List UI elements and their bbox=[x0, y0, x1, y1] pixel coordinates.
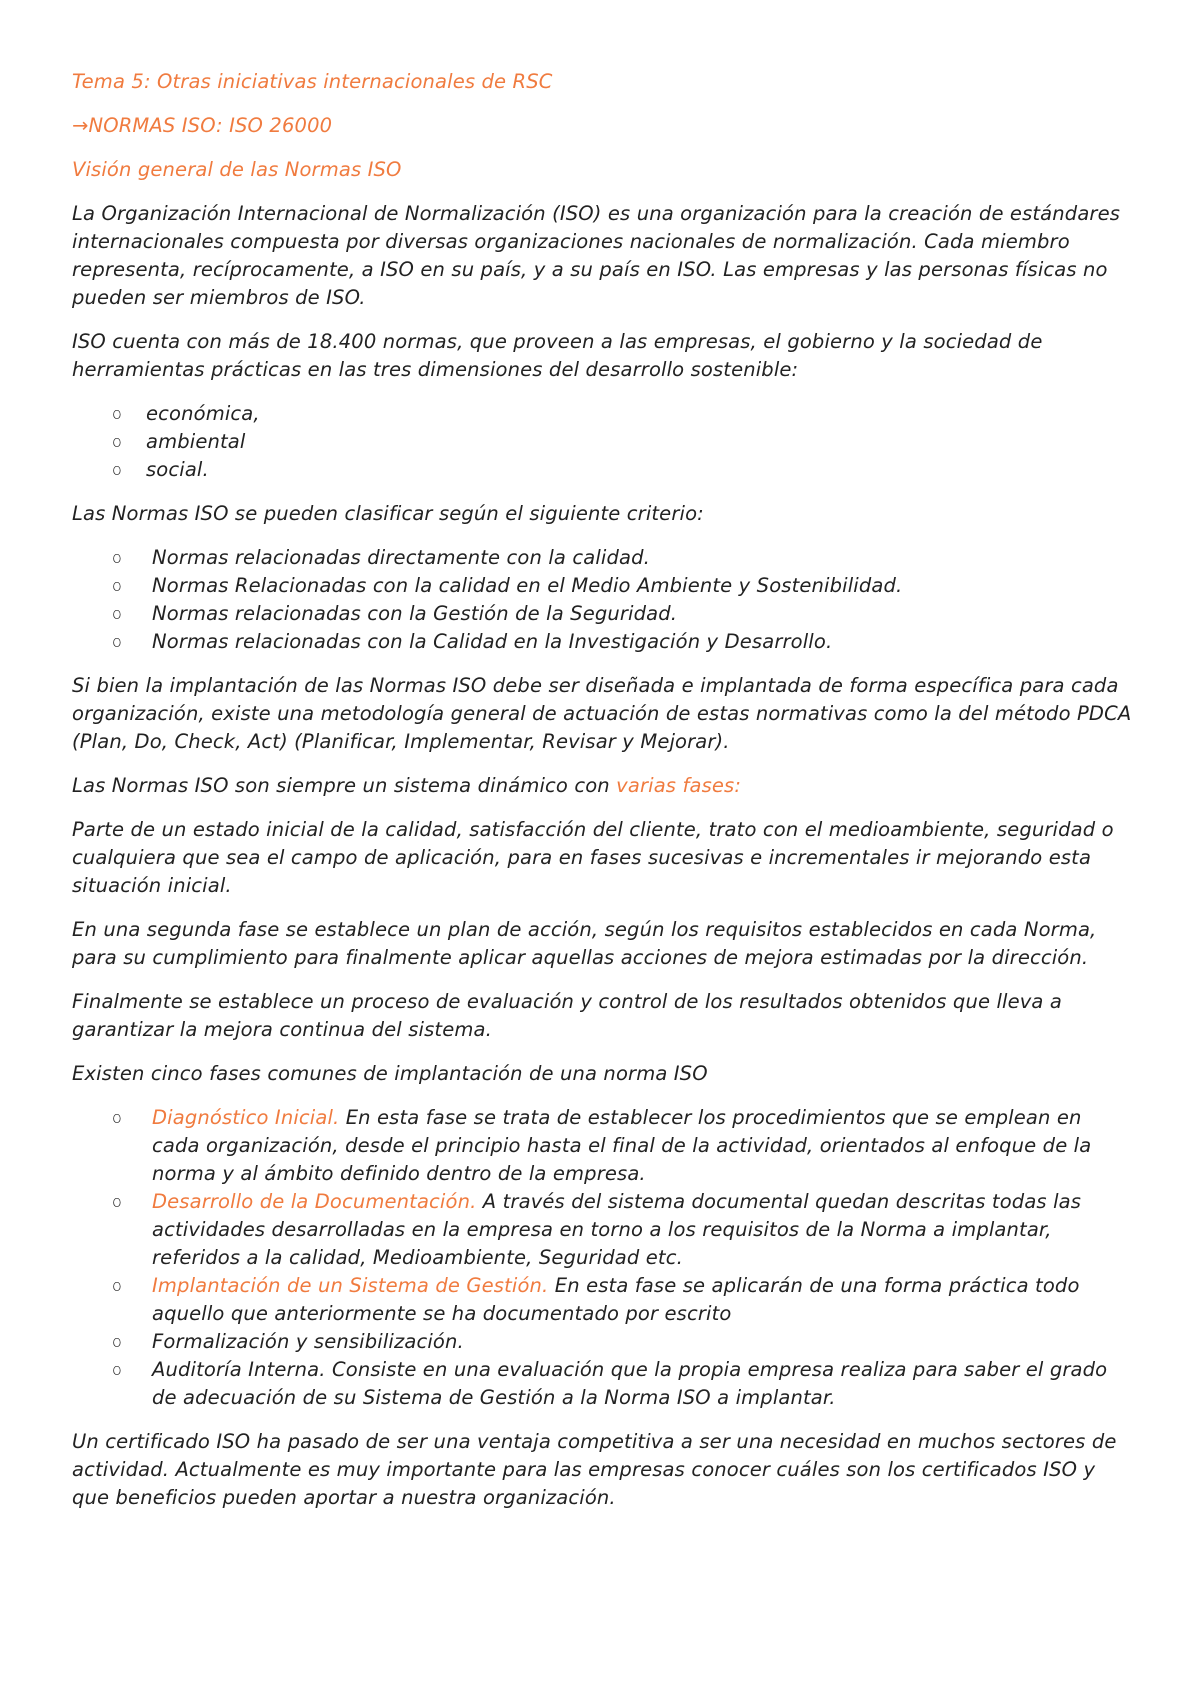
bullet-icon: o bbox=[112, 548, 122, 567]
paragraph-evaluation: Finalmente se establece un proceso de evaluación y control de los resultados obtenidos que lleva a garantizar la mejora continua del sistema. bbox=[72, 990, 1062, 1041]
phase-name: Diagnóstico Inicial. bbox=[152, 1106, 340, 1129]
bullet-icon: o bbox=[112, 1192, 122, 1211]
list-item: o Desarrollo de la Documentación. A través del sistema documental quedan descritas todas las actividades desarrolladas en la empresa en torno a los requisitos de la Norma a implantar, referidos a la calidad, Medioambiente, Seguridad etc. bbox=[112, 1190, 1082, 1269]
paragraph-second-phase: En una segunda fase se establece un plan de acción, según los requisitos establecidos en cada Norma, para su cumplimiento para finalmente aplicar aquellas acciones de mejora estimadas por la dirección. bbox=[72, 918, 1097, 969]
list-item: o Diagnóstico Inicial. En esta fase se trata de establecer los procedimientos que se emplean en cada organización, desde el principio hasta el final de la actividad, orientados al enfoque de la norma y al ámbito definido dentro de la empresa. bbox=[112, 1106, 1092, 1185]
phases-list bbox=[72, 1104, 1132, 1412]
bullet-icon: o bbox=[112, 632, 122, 651]
paragraph-initial-state: Parte de un estado inicial de la calidad, satisfacción del cliente, trato con el medioambiente, seguridad o cualquiera que sea el campo de aplicación, para en fases sucesivas e incrementales ir mejorando esta situación inicial. bbox=[72, 818, 1114, 897]
bullet-icon: o bbox=[112, 576, 122, 595]
list-item: o social. bbox=[72, 456, 1132, 484]
paragraph-dynamic-system: Las Normas ISO son siempre un sistema dinámico con varias fases: bbox=[72, 774, 742, 797]
bullet-icon: o bbox=[112, 1108, 122, 1127]
bullet-icon: o bbox=[112, 604, 122, 623]
paragraph-iso-organization: La Organización Internacional de Normalización (ISO) es una organización para la creación de estándares internacionales compuesta por diversas organizaciones nacionales de normalización. Cada miembro representa, recíprocamente, a ISO en su país, y a su país en ISO. Las empresas y las personas físicas no pueden ser miembros de ISO. bbox=[72, 202, 1121, 309]
bullet-icon: o bbox=[112, 404, 122, 423]
list-item: o ambiental bbox=[72, 428, 1132, 456]
document-subtitle: →NORMAS ISO: ISO 26000 bbox=[72, 114, 333, 137]
phase-name: Desarrollo de la Documentación. bbox=[152, 1190, 477, 1213]
dimensions-list bbox=[72, 400, 1132, 484]
bullet-icon: o bbox=[112, 1276, 122, 1295]
paragraph-classification: Las Normas ISO se pueden clasificar según el siguiente criterio: bbox=[72, 502, 704, 525]
list-item: o Normas relacionadas directamente con la calidad. bbox=[72, 544, 1132, 572]
paragraph-five-phases: Existen cinco fases comunes de implantación de una norma ISO bbox=[72, 1062, 708, 1085]
list-item: o Formalización y sensibilización. bbox=[72, 1328, 1132, 1356]
list-item: o económica, bbox=[72, 400, 1132, 428]
phases-highlight: varias fases: bbox=[616, 774, 742, 797]
bullet-icon: o bbox=[112, 1332, 122, 1351]
list-item: o Normas Relacionadas con la calidad en el Medio Ambiente y Sostenibilidad. bbox=[72, 572, 1132, 600]
list-item: o Implantación de un Sistema de Gestión. En esta fase se aplicarán de una forma práctica todo aquello que anteriormente se ha documentado por escrito bbox=[112, 1274, 1080, 1325]
paragraph-iso-norms: ISO cuenta con más de 18.400 normas, que proveen a las empresas, el gobierno y la sociedad de herramientas prácticas en las tres dimensiones del desarrollo sostenible: bbox=[72, 330, 1043, 381]
list-item: o Auditoría Interna. Consiste en una evaluación que la propia empresa realiza para saber el grado de adecuación de su Sistema de Gestión a la Norma ISO a implantar. bbox=[112, 1358, 1108, 1409]
bullet-icon: o bbox=[112, 460, 122, 479]
document-page bbox=[72, 68, 1132, 1528]
list-item: o Normas relacionadas con la Calidad en la Investigación y Desarrollo. bbox=[72, 628, 1132, 656]
paragraph-certificate: Un certificado ISO ha pasado de ser una ventaja competitiva a ser una necesidad en muchos sectores de actividad. Actualmente es muy importante para las empresas conocer cuáles son los certificados ISO y que beneficios pueden aportar a nuestra organización. bbox=[72, 1430, 1117, 1509]
phase-name: Implantación de un Sistema de Gestión. bbox=[152, 1274, 549, 1297]
criteria-list bbox=[72, 544, 1132, 656]
section-heading: Visión general de las Normas ISO bbox=[72, 158, 402, 181]
bullet-icon: o bbox=[112, 1360, 122, 1379]
list-item: o Normas relacionadas con la Gestión de la Seguridad. bbox=[72, 600, 1132, 628]
paragraph-pdca: Si bien la implantación de las Normas ISO debe ser diseñada e implantada de forma específica para cada organización, existe una metodología general de actuación de estas normativas como la del método PDCA (Plan, Do, Check, Act) (Planificar, Implementar, Revisar y Mejorar). bbox=[72, 674, 1132, 753]
document-title: Tema 5: Otras iniciativas internacionales de RSC bbox=[72, 70, 553, 93]
bullet-icon: o bbox=[112, 432, 122, 451]
